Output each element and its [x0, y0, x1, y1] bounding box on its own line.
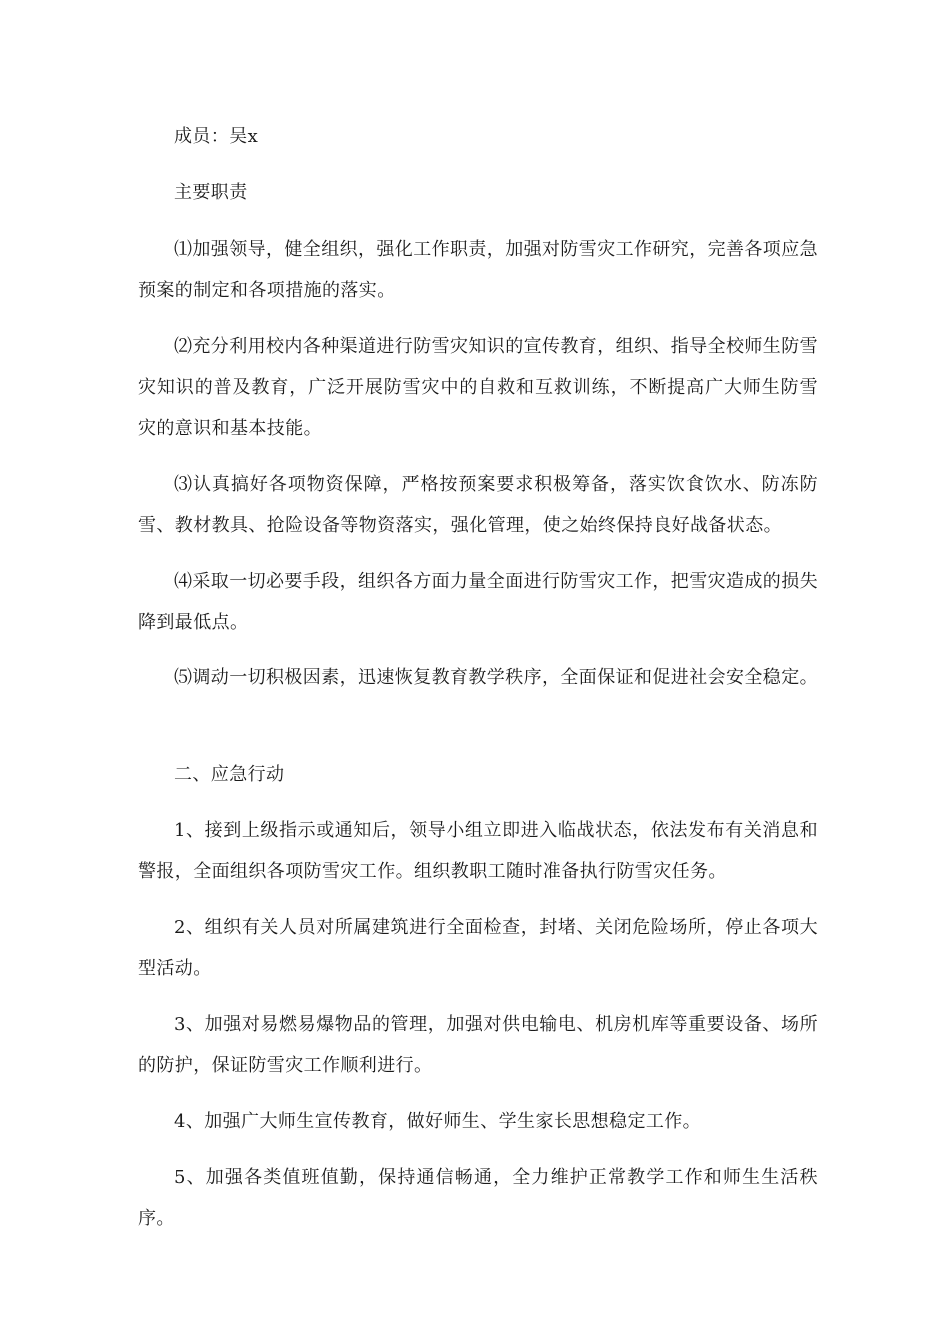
members-line: 成员：吴x — [174, 126, 259, 147]
duty-item-1: ⑴加强领导，健全组织，强化工作职责，加强对防雪灾工作研究，完善各项应急预案的制定和各项措施的落实。 — [138, 239, 818, 301]
action-item-5: 5、加强各类值班值勤，保持通信畅通，全力维护正常教学工作和师生生活秩序。 — [138, 1167, 818, 1229]
action-item-2: 2、组织有关人员对所属建筑进行全面检查，封堵、关闭危险场所，停止各项大型活动。 — [138, 917, 818, 979]
duty-item-5: ⑸调动一切积极因素，迅速恢复教育教学秩序，全面保证和促进社会安全稳定。 — [174, 667, 818, 688]
action-item-3: 3、加强对易燃易爆物品的管理，加强对供电输电、机房机库等重要设备、场所的防护，保证防雪灾工作顺利进行。 — [138, 1014, 818, 1076]
section-heading-emergency-action: 二、应急行动 — [174, 764, 285, 785]
section-heading-main-duties: 主要职责 — [174, 182, 248, 203]
duty-item-4: ⑷采取一切必要手段，组织各方面力量全面进行防雪灾工作，把雪灾造成的损失降到最低点。 — [138, 571, 818, 633]
action-item-4: 4、加强广大师生宣传教育，做好师生、学生家长思想稳定工作。 — [174, 1111, 702, 1132]
duty-item-2: ⑵充分利用校内各种渠道进行防雪灾知识的宣传教育，组织、指导全校师生防雪灾知识的普及教育，广泛开展防雪灾中的自救和互救训练，不断提高广大师生防雪灾的意识和基本技能。 — [138, 336, 818, 439]
action-item-1: 1、接到上级指示或通知后，领导小组立即进入临战状态，依法发布有关消息和警报，全面组织各项防雪灾工作。组织教职工随时准备执行防雪灾任务。 — [138, 820, 818, 882]
duty-item-3: ⑶认真搞好各项物资保障，严格按预案要求积极筹备，落实饮食饮水、防冻防雪、教材教具、抢险设备等物资落实，强化管理，使之始终保持良好战备状态。 — [138, 474, 818, 536]
